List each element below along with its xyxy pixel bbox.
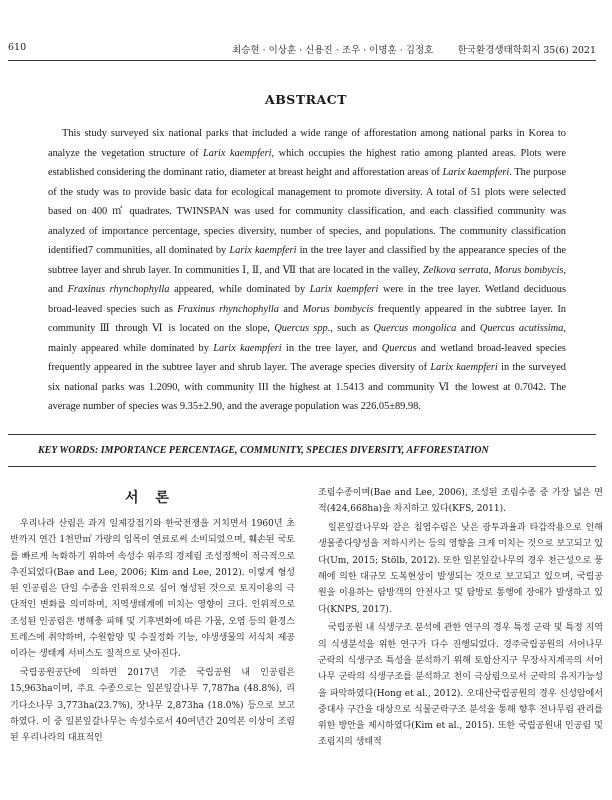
paragraph: 조림수종이며(Bae and Lee, 2006), 조성된 조림수종 중 가장 넓은 면적(424,668ha)을 차지하고 있다(KFS, 2011). [318,488,603,515]
header-journal: 한국환경생태학회지 35(6) 2021 [457,45,596,56]
left-column [10,516,295,749]
page-number: 610 [8,42,27,53]
species-name: Quercus mongolica [373,323,457,334]
species-name: Larix kaempferi [430,362,498,373]
keywords-rule-top [8,434,596,435]
species-name: Morus bombycis [494,264,564,276]
species-name: Quercus acutissima [479,323,564,334]
paragraph: 국립공원 내 식생구조 분석에 관한 연구의 경우 특정 군락 및 특정 지역의 식생분석을 위한 연구가 다수 진행되었다. 경주국립공원의 서어나무 군락의 식생구조 특성을 분석하기 위해 토함산지구 무장사지계곡의 서어나무 군락의 식생구조를 분석하고 천이 극상림으로서 군락의 유지가능성을 파악하였다(Hong et al., 2012). 오대산국립공원의 경우 신성암에서 중대사 구간을 대상으로 식물군락구조 분석을 통해 향후 전나무림 관리를 위한 방안을 제시하였다(Kim et al., 2015). 또한 국립공원내 인공림 및 조림지의 생태적 [318,623,603,748]
species-name: Larix kaempferi [442,167,510,178]
species-name: Larix kaempferi [229,245,297,256]
species-name: Fraxinus rhynchophylla [67,284,170,295]
species-name: Larix kaempferi [203,147,272,159]
section-heading: 서 론 [125,490,175,506]
paragraph: 일본잎갈나무와 같은 침엽수림은 낮은 광투과율과 타감작용으로 인해 생물종다양성을 저하시키는 등의 영향을 크게 미치는 것으로 보고되고 있다(Um, 2015; Stölb, 2012). 또한 일본잎갈나무의 경우 천근성으로 풍해에 의한 대규모 도복현상이 발생되는 것으로 보고되고 있으며, 국립공원을 이용하는 탐방객의 안전사고 및 탐방로 통행에 장애가 발생하고 있다(KNPS, 2017). [318,523,603,615]
species-name: Larix kaempferi [213,342,282,354]
species-name: Fraxinus rhynchophylla [177,303,279,315]
header-authors: 최승현 · 이상훈 · 신용진 · 조우 · 이명훈 · 김정호 [232,45,434,56]
species-name: Quercus [381,342,417,354]
header-rule [8,60,596,61]
species-name: Quercus spp. [274,323,331,334]
running-header [8,42,596,56]
abstract-title: ABSTRACT [265,92,347,107]
paragraph: 국립공원공단에 의하면 2017년 기준 국립공원 내 인공림은 15,963ha이며, 주요 수종으로는 일본잎갈나무 7,787ha (48.8%), 리기다소나무 3,773ha(23.7%), 잣나무 2,873ha (18.0%) 등으로 보고하였다. 이 중 일본잎갈나무는 속성수로서 40여년간 20억본 이상이 조림된 우리나라의 대표적인 [10,668,295,744]
right-column [318,485,603,753]
paragraph: 우리나라 산림은 과거 일제강점기와 한국전쟁을 거치면서 1960년 초반까지 연간 1천만㎥ 가량의 임목이 연료로써 소비되었으며, 훼손된 국토를 빠르게 녹화하기 위하여 속성수 위주의 경제림 조성정책이 적극적으로 추진되었다(Bae and Lee, 2006; Kim and Lee, 2012). 이렇게 형성된 인공림은 단일 수종을 인위적으로 심어 형성된 것으로 토지이용의 극단적인 변화를 의미하며, 지역생태계에 미치는 영향이 크다. 인위적으로 조성된 인공림은 병해충 피해 및 기후변화에 따른 가뭄, 오염 등의 환경스트레스에 취약하며, 수원함양 및 수질정화 기능, 야생생물의 서식처 제공이라는 생태계 서비스도 질적으로 낮아진다. [10,519,295,660]
species-name: Larix kaempferi [309,284,379,295]
keywords: KEY WORDS: IMPORTANCE PERCENTAGE, COMMUNITY, SPECIES DIVERSITY, AFFORESTATION [38,445,489,456]
abstract-body: This study surveyed six national parks that included a wide range of afforestation among national parks in Korea to analyze the vegetation structure of Larix kaempferi, which occupies the highest ratio among planted areas. Plots were established considering the dominant ratio, diameter at breast height and afforestation areas of Larix kaempferi. The purpose of the study was to provide basic data for ecological management to promote diversity. A total of 51 plots were selected based on 400 ㎡ quadrates. TWINSPAN was used for community classification, and each classified community was analyzed of importance percentage, species diversity, number of species, and populations. The community classification identified7 communities, all dominated by Larix kaempferi in the tree layer and classified by the appearance species of the subtree layer and shrub layer. In communities Ⅰ, Ⅱ, and Ⅶ that are located in the valley, Zelkova serrata, Morus bombycis, and Fraxinus rhynchophylla appeared, while dominated by Larix kaempferi were in the tree layer. Wetland deciduous broad-leaved species such as Fraxinus rhynchophylla and Morus bombycis frequently appeared in the subtree layer. In community Ⅲ through Ⅵ is located on the slope, Quercus spp., such as Quercus mongolica and Quercus acutissima, mainly appeared while dominated by Larix kaempferi in the tree layer, and Quercus and wetland broad-leaved species frequently appeared in the subtree layer and shrub layer. The average species diversity of Larix kaempferi in the surveyed six national parks was 1.2090, with community III the highest at 1.5413 and community Ⅵ the lowest at 0.7042. The average number of species was 9.35±2.90, and the average population was 226.05±89.98. [48,128,567,412]
keywords-rule-bottom [8,466,596,467]
species-name: Morus bombycis [302,303,374,315]
species-name: Zelkova serrata [422,264,489,276]
